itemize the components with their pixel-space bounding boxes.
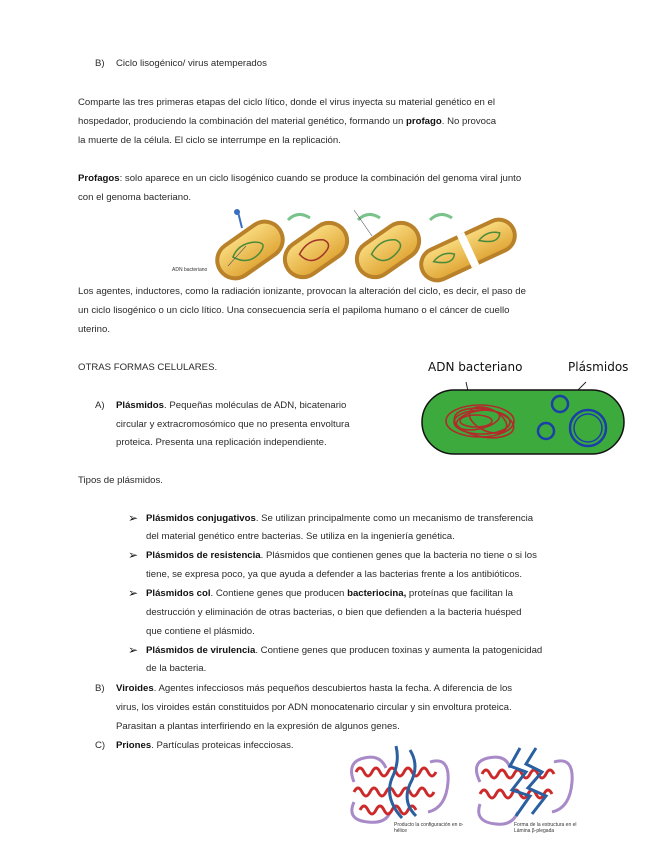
paragraph-line: Comparte las tres primeras etapas del ciclo lítico, donde el virus inyecta su material genético en el [78, 97, 495, 108]
prion-figure [340, 742, 580, 834]
item-marker-c: C) [95, 740, 106, 751]
paragraph-line: hospedador, produciendo la combinación del material genético, formando un profago. No provoca [78, 116, 497, 127]
section-heading-other-forms: OTRAS FORMAS CELULARES. [78, 362, 218, 373]
paragraph-line: Los agentes, inductores, como la radiación ionizante, provocan la alteración del ciclo, es decir, el paso de [78, 286, 526, 297]
paragraph-line: un ciclo lisogénico o un ciclo lítico. Una consecuencia sería el papiloma humano o el cáncer de cuello [78, 305, 510, 316]
term-viroides: Viroides [116, 683, 154, 694]
paragraph-line: con el genoma bacteriano. [78, 192, 192, 203]
arrow-icon [430, 214, 452, 220]
paragraph-line: circular y extracromosómico que no presenta envoltura [116, 419, 350, 430]
lysogenic-cycle-figure [168, 204, 528, 286]
item-marker-b: B) [95, 683, 105, 694]
paragraph-line: Priones. Partículas proteicas infecciosas. [116, 740, 294, 751]
paragraph-line: proteica. Presenta una replicación independiente. [116, 437, 327, 448]
plasmid-figure-label-plasmids: Plásmidos [568, 360, 629, 374]
list-item: Plásmidos conjugativos. Se utilizan principalmente como un mecanismo de transferencia [146, 513, 534, 524]
bullet-arrow-icon: ➢ [128, 586, 139, 600]
term-profago: profago [406, 116, 442, 127]
section-heading-lysogenic: Ciclo lisogénico/ virus atemperados [116, 58, 267, 69]
paragraph-line: Plásmidos. Pequeñas moléculas de ADN, bicatenario [116, 400, 347, 411]
prion-caption-alpha: Producto la configuración en α-hélice [394, 822, 464, 834]
prion-caption-beta: Forma de la estructura en el Lámina β-plegada [514, 822, 577, 834]
paragraph-line: uterino. [78, 324, 110, 335]
section-marker-b: B) [95, 58, 105, 69]
paragraph-line: la muerte de la célula. El ciclo se interrumpe en la replicación. [78, 135, 341, 146]
term-plasmidos: Plásmidos [116, 400, 164, 411]
prion-alpha-helix [352, 746, 449, 822]
bullet-arrow-icon: ➢ [128, 511, 139, 525]
list-item-line: del material genético entre bacterias. Se utiliza en la ingeniería genética. [146, 531, 455, 542]
prion-beta-sheet [476, 748, 572, 824]
list-item: Plásmidos de virulencia. Contiene genes que producen toxinas y aumenta la patogenicidad [146, 645, 543, 656]
term-priones: Priones [116, 740, 152, 751]
list-item-line: tiene, se expresa poco, ya que ayuda a defender a las bacterias frente a los antibióticos. [146, 569, 522, 580]
plasmid-figure [418, 360, 628, 456]
bullet-arrow-icon: ➢ [128, 643, 139, 657]
paragraph-line: Profagos: solo aparece en un ciclo lisogénico cuando se produce la combinación del genoma viral junto [78, 173, 522, 184]
plasmid-figure-label-dna: ADN bacteriano [428, 360, 523, 374]
list-item: Plásmidos de resistencia. Plásmidos que contienen genes que la bacteria no tiene o si los [146, 550, 537, 561]
list-item: Plásmidos col. Contiene genes que producen bacteriocina, proteínas que facilitan la [146, 588, 513, 599]
bacterium-cell [275, 213, 357, 286]
paragraph-line: Parasitan a plantas interfiriendo en la expresión de algunos genes. [116, 721, 400, 732]
paragraph-line: Viroides. Agentes infecciosos más pequeños descubiertos hasta la fecha. A diferencia de los [116, 683, 513, 694]
list-item-line: destrucción y eliminación de otras bacterias, o bien que defienden a la bacteria huésped [146, 607, 522, 618]
list-item-line: de la bacteria. [146, 663, 207, 674]
item-marker-a: A) [95, 400, 105, 411]
term-profagos: Profagos [78, 173, 120, 184]
paragraph-line: virus, los viroides están constituidos por ADN monocatenario circular y sin envoltura proteica. [116, 702, 512, 713]
dividing-bacterium [413, 212, 522, 286]
arrow-icon [288, 214, 310, 220]
bullet-arrow-icon: ➢ [128, 548, 139, 562]
bacterium-cell [347, 213, 429, 286]
bacterium-cell [207, 212, 292, 286]
figure-label-adn: ADN bacteriano [172, 267, 208, 273]
arrow-icon [358, 214, 380, 220]
list-item-line: que contiene el plásmido. [146, 626, 255, 637]
subheading-types: Tipos de plásmidos. [78, 475, 163, 486]
